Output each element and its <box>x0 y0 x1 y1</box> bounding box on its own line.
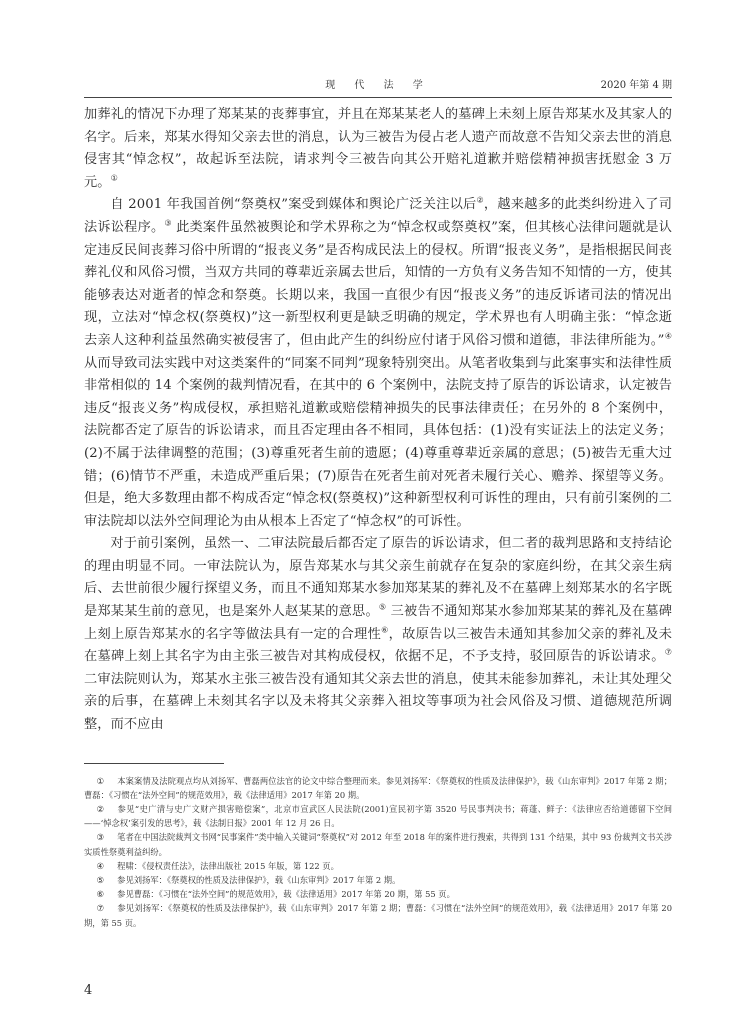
paragraph-text: 从而导致司法实践中对这类案件的“同案不同判”现象特别突出。从笔者收集到与此案事实和法律性质非常相似的 14 个案例的裁判情况看，在其中的 6 个案例中，法院支持了原告的诉讼请求，认定被告违反“报丧义务”构成侵权，承担赔礼道歉或赔偿精神损失的民事法律责任；在另外的 8 个案例中，法院都否定了原告的诉讼请求，而且否定理由各不相同，具体包括：(1)没有实证法上的法定义务；(2)不属于法律调整的范围；(3)尊重死者生前的遗愿；(4)尊重尊辈近亲属的意思；(5)被告无重大过错；(6)情节不严重，未造成严重后果；(7)原告在死者生前对死者未履行关心、赡养、探望等义务。但是，绝大多数理由都不构成否定“悼念权(祭奠权)”这种新型权利可诉性的理由，只有前引案例的二审法院却以法外空间理论为由从根本上否定了“悼念权”的可诉性。 <box>84 355 672 529</box>
running-header <box>84 76 672 96</box>
paragraph-text: ，故原告以三被告未通知其参加父亲的葬礼及未在墓碑上刻上其名字为由主张三被告对其构成侵权，依据不足，不予支持，驳回原告的诉讼请求。 <box>84 626 672 665</box>
footnote <box>84 859 672 873</box>
paragraph-text: 加葬礼的情况下办理了郑某某的丧葬事宜，并且在郑某某老人的墓碑上未刻上原告郑某水及其家人的名字。后来，郑某水得知父亲去世的消息，认为三被告为侵占老人遗产而故意不告知父亲去世的消息侵害其“悼念权”，故起诉至法院，请求判令三被告向其公开赔礼道歉并赔偿精神损害抚慰金 3 万元。 <box>84 107 672 190</box>
body-paragraph <box>84 533 672 736</box>
footnote-mark: ⑥ <box>96 889 104 900</box>
paragraph-text: 二审法院则认为，郑某水主张三被告没有通知其父亲去世的消息，使其未能参加葬礼，未让其处理父亲的后事，在墓碑上未刻其名字以及未将其父亲葬入祖坟等事项为社会风俗及习惯、道德规范所调整，而不应由 <box>84 671 672 733</box>
paragraph-text: 对于前引案例，虽然一、二审法院最后都否定了原告的诉讼请求，但二者的裁判思路和支持结论的理由明显不同。一审法院认为，原告郑某水与其父亲生前就存在复杂的家庭纠纷，在其父亲生病后、去世前很少履行探望义务，而且不通知郑某水参加郑某某的葬礼及不在墓碑上刻郑某水的名字既是郑某某生前的意见，也是案外人赵某某的意思。 <box>84 536 672 620</box>
footnote-ref[interactable]: ④ <box>664 331 672 341</box>
footnote-text: 程啸：《侵权责任法》，法律出版社 2015 年版，第 122 页。 <box>117 860 339 871</box>
body-paragraph <box>84 194 672 533</box>
footnote-ref[interactable]: ③ <box>164 218 172 228</box>
paragraph-text: 自 2001 年我国首例“祭奠权”案受到媒体和舆论广泛关注以后 <box>110 197 477 213</box>
footnote <box>84 887 672 901</box>
footnote-ref[interactable]: ② <box>476 195 484 205</box>
footnote-text: 本案案情及法院观点均从刘扬军、曹磊两位法官的论文中综合整理而来。参见刘扬军：《祭奠权的性质及法律保护》，载《山东审判》2017 年第 2 期；曹磊：《习惯在“法外空间”的规范效用》，载《法律适用》2017 年第 20 期。 <box>84 775 672 800</box>
footnote-ref[interactable]: ⑥ <box>381 625 389 635</box>
footnote <box>84 802 672 830</box>
footnote <box>84 901 672 929</box>
footnote <box>84 873 672 887</box>
body-paragraph <box>84 104 672 194</box>
footnote-mark: ① <box>96 775 104 786</box>
page-number: 4 <box>84 983 93 998</box>
footnote <box>84 774 672 802</box>
footnotes <box>84 774 672 930</box>
footnote-separator <box>84 763 224 764</box>
footnote-ref[interactable]: ⑦ <box>664 647 672 657</box>
footnote-text: 参见“史广清与史广文财产损害赔偿案”，北京市宣武区人民法院(2001)宣民初字第 3520 号民事判决书；蒋蓬、鲜子：《法律应否给道德留下空间——‘悼念权’案引发的思考》，载《法制日报》2001 年 12 月 26 日。 <box>84 804 672 829</box>
body-text <box>84 104 672 737</box>
footnote-text: 参见刘扬军：《祭奠权的性质及法律保护》，载《山东审判》2017 年第 2 期；曹磊：《习惯在“法外空间”的规范效用》，载《法律适用》2017 年第 20 期，第 55 页。 <box>84 903 672 928</box>
paragraph-text: ，越来越多的此类纠纷进入了司法诉讼程序。 <box>84 197 672 235</box>
footnote-mark: ⑤ <box>96 875 104 886</box>
footnote-ref[interactable]: ⑤ <box>378 602 387 612</box>
footnote-mark: ③ <box>96 832 104 843</box>
footnote-text: 参见曹磊：《习惯在“法外空间”的规范效用》，载《法律适用》2017 年第 20 期，第 55 页。 <box>117 889 455 900</box>
header-rule <box>84 97 672 98</box>
footnote-text: 笔者在中国法院裁判文书网“民事案件”类中输入关键词“祭奠权”对 2012 年至 2018 年的案件进行搜索，共得到 131 个结果，其中 93 份裁判文书关涉实质性祭奠利益纠纷。 <box>84 832 672 857</box>
footnote <box>84 830 672 858</box>
footnote-mark: ⑦ <box>96 903 104 914</box>
footnote-mark: ② <box>96 804 104 815</box>
footnote-ref[interactable]: ① <box>110 173 118 183</box>
paragraph-text: 三被告不通知郑某水参加郑某某的葬礼及在墓碑上刻上原告郑某水的名字等做法具有一定的合理性 <box>84 604 672 642</box>
issue-number: 2020 年第 4 期 <box>600 80 672 91</box>
footnote-text: 参见刘扬军：《祭奠权的性质及法律保护》，载《山东审判》2017 年第 2 期。 <box>117 875 401 886</box>
journal-name: 现 代 法 学 <box>325 80 431 91</box>
page <box>84 76 672 1006</box>
paragraph-text: 此类案件虽然被舆论和学术界称之为“悼念权或祭奠权”案，但其核心法律问题就是认定违反民间丧葬习俗中所谓的“报丧义务”是否构成民法上的侵权。所谓“报丧义务”，是指根据民间丧葬礼仪和风俗习惯，当双方共同的尊辈近亲属去世后，知情的一方负有义务告知不知情的一方，使其能够表达对逝者的悼念和祭奠。长期以来，我国一直很少有因“报丧义务”的违反诉诸司法的情况出现，立法对“悼念权(祭奠权)”这一新型权利更是缺乏明确的规定，学术界也有人明确主张：“悼念逝去亲人这种利益虽然确实被侵害了，但由此产生的纠纷应付诸于风俗习惯和道德，非法律所能为。” <box>84 219 673 348</box>
footnote-mark: ④ <box>96 860 104 871</box>
